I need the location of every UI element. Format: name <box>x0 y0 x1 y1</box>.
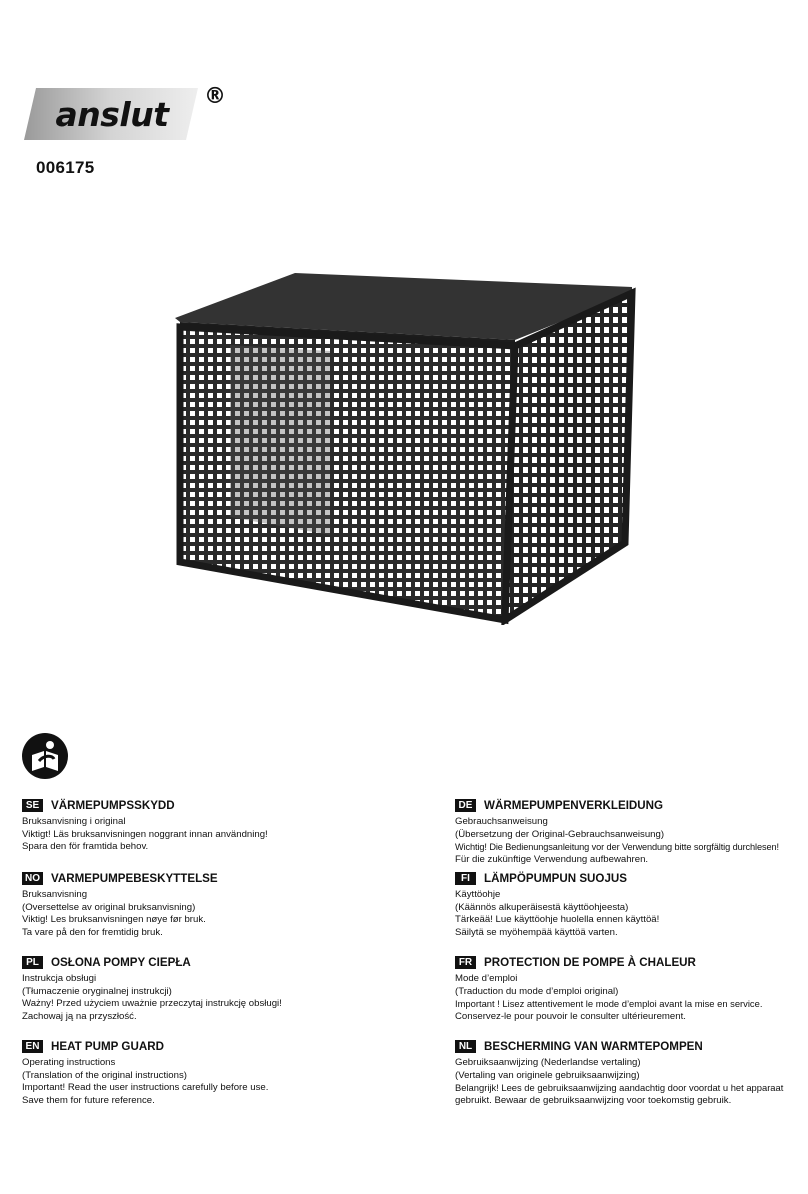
language-code: DE <box>455 799 476 812</box>
section-line: Belangrijk! Lees de gebruiksaanwijzing aandachtig door voordat u het apparaat <box>455 1082 784 1094</box>
section-line: Important! Read the user instructions carefully before use. <box>22 1082 269 1094</box>
section-line: Gebruiksaanwijzing (Nederlandse vertaling) <box>455 1057 641 1068</box>
section-line: Säilytä se myöhempää käyttöä varten. <box>455 926 618 938</box>
section-line: Instrukcja obsługi <box>22 973 97 984</box>
section-line: Conservez-le pour pouvoir le consulter ultérieurement. <box>455 1010 686 1022</box>
section-line: Spara den för framtida behov. <box>22 841 149 853</box>
section-line: Ta vare på den for fremtidig bruk. <box>22 926 163 938</box>
section-line: (Oversettelse av original bruksanvisning) <box>22 901 196 913</box>
section-title: WÄRMEPUMPENVERKLEIDUNG <box>484 798 664 812</box>
section-fi <box>455 870 659 939</box>
section-line: (Vertaling van originele gebruiksaanwijzing) <box>455 1069 640 1081</box>
section-se <box>22 797 268 854</box>
article-number: 006175 <box>36 158 95 177</box>
section-line: Important ! Lisez attentivement le mode d’emploi avant la mise en service. <box>455 998 763 1010</box>
brand-logo <box>22 86 198 142</box>
section-line: (Translation of the original instructions) <box>22 1069 187 1081</box>
language-code: EN <box>22 1040 43 1053</box>
registered-mark: ® <box>204 84 226 109</box>
section-line: Operating instructions <box>22 1057 116 1068</box>
section-line: Save them for future reference. <box>22 1094 155 1106</box>
section-title: VARMEPUMPEBESKYTTELSE <box>51 871 218 885</box>
section-line: Wichtig! Die Bedienungsanleitung vor der Verwendung bitte sorgfältig durchlesen! <box>455 842 779 853</box>
language-code: PL <box>22 956 43 969</box>
section-fr <box>455 954 762 1023</box>
heat-pump-guard-product-image <box>170 265 640 625</box>
section-line: (Tłumaczenie oryginalnej instrukcji) <box>22 985 172 997</box>
section-line: Für die zukünftige Verwendung aufbewahren. <box>455 853 649 865</box>
section-line: Mode d’emploi <box>455 973 518 984</box>
section-line: (Käännös alkuperäisestä käyttöohjeesta) <box>455 901 629 913</box>
brand-name: anslut <box>55 95 169 134</box>
section-title: PROTECTION DE POMPE À CHALEUR <box>484 955 696 969</box>
section-title: VÄRMEPUMPSSKYDD <box>51 798 175 812</box>
section-title: BESCHERMING VAN WARMTEPOMPEN <box>484 1039 703 1053</box>
language-code: SE <box>22 799 43 812</box>
section-en <box>22 1038 268 1107</box>
section-title: LÄMPÖPUMPUN SUOJUS <box>484 871 628 885</box>
section-line: Ważny! Przed użyciem uważnie przeczytaj instrukcję obsługi! <box>22 998 282 1010</box>
language-code: FR <box>455 956 476 969</box>
section-title: HEAT PUMP GUARD <box>51 1039 164 1053</box>
section-line: Viktigt! Läs bruksanvisningen noggrant innan användning! <box>22 828 268 840</box>
section-line: gebruikt. Bewaar de gebruiksaanwijzing voor toekomstig gebruik. <box>455 1094 732 1106</box>
section-de <box>455 797 779 866</box>
section-line: Bruksanvisning <box>22 889 88 900</box>
language-code: NO <box>22 872 43 885</box>
section-line: Tärkeää! Lue käyttöohje huolella ennen käyttöä! <box>455 914 660 926</box>
read-manual-icon <box>22 733 68 779</box>
section-line: (Übersetzung der Original-Gebrauchsanweisung) <box>455 828 665 840</box>
language-code: FI <box>455 872 476 885</box>
section-pl <box>22 954 282 1023</box>
section-title: OSŁONA POMPY CIEPŁA <box>51 955 191 969</box>
section-line: Gebrauchsanweisung <box>455 816 548 827</box>
section-line: Zachowaj ją na przyszłość. <box>22 1010 137 1022</box>
language-code: NL <box>455 1040 476 1053</box>
section-line: Bruksanvisning i original <box>22 816 126 827</box>
section-line: Viktig! Les bruksanvisningen nøye før bruk. <box>22 914 206 926</box>
section-no <box>22 870 218 939</box>
section-line: Käyttöohje <box>455 889 501 900</box>
section-line: (Traduction du mode d’emploi original) <box>455 985 619 997</box>
section-nl <box>455 1038 783 1107</box>
